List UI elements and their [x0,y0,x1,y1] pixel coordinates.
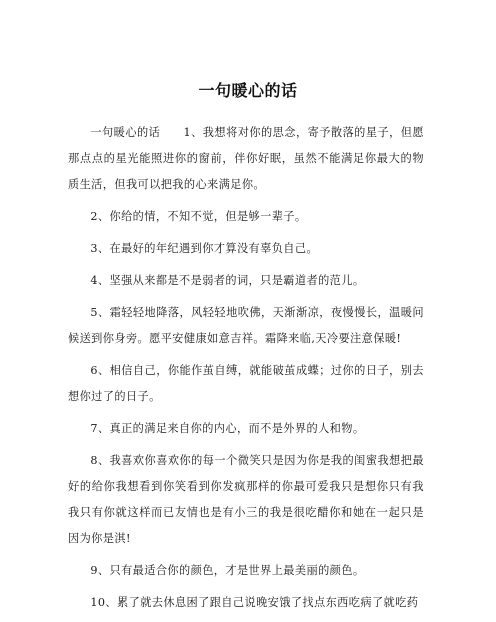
paragraph-7: 7、真正的满足来自你的内心，而不是外界的人和物。 [90,422,365,435]
paragraph-3: 3、在最好的年纪遇到你才算没有辜负自己。 [90,242,319,255]
paragraph-10: 10、累了就去休息困了跟自己说晚安饿了找点东西吃病了就吃药 [90,596,419,609]
paragraph-6: 6、相信自己，你能作茧自缚，就能破茧成蝶；过你的日子，别去想你过了的日子。 [68,364,424,403]
paragraph-9: 9、只有最适合你的颜色，才是世界上最美丽的颜色。 [90,564,365,577]
paragraph-8: 8、我喜欢你喜欢你的每一个微笑只是因为你是我的闺蜜我想把最好的给你我想看到你笑看到你发疯那样的你最可爱我只是想你只有我我只有你就这样而已友情也是有小三的我是很吃醋你和她在一起只是因为你是淇! [68,454,424,545]
paragraph-4: 4、坚强从来都是不是弱者的词，只是霸道者的范儿。 [90,274,365,287]
paragraph-5: 5、霜轻轻地降落，风轻轻地吹佛，天渐渐凉，夜慢慢长，温暖问候送到你身旁。愿平安健康如意吉祥。霜降来临,天冷要注意保暖! [68,306,424,345]
document-body [68,120,424,622]
paragraph-2: 2、你给的情，不知不觉，但是够一辈子。 [90,210,307,223]
paragraph-1: 一句暖心的话 1、我想将对你的思念，寄予散落的星子，但愿那点点的星光能照进你的窗前，伴你好眠，虽然不能满足你最大的物质生活，但我可以把我的心来满足你。 [68,126,424,191]
document-title: 一句暖心的话 [198,81,298,100]
